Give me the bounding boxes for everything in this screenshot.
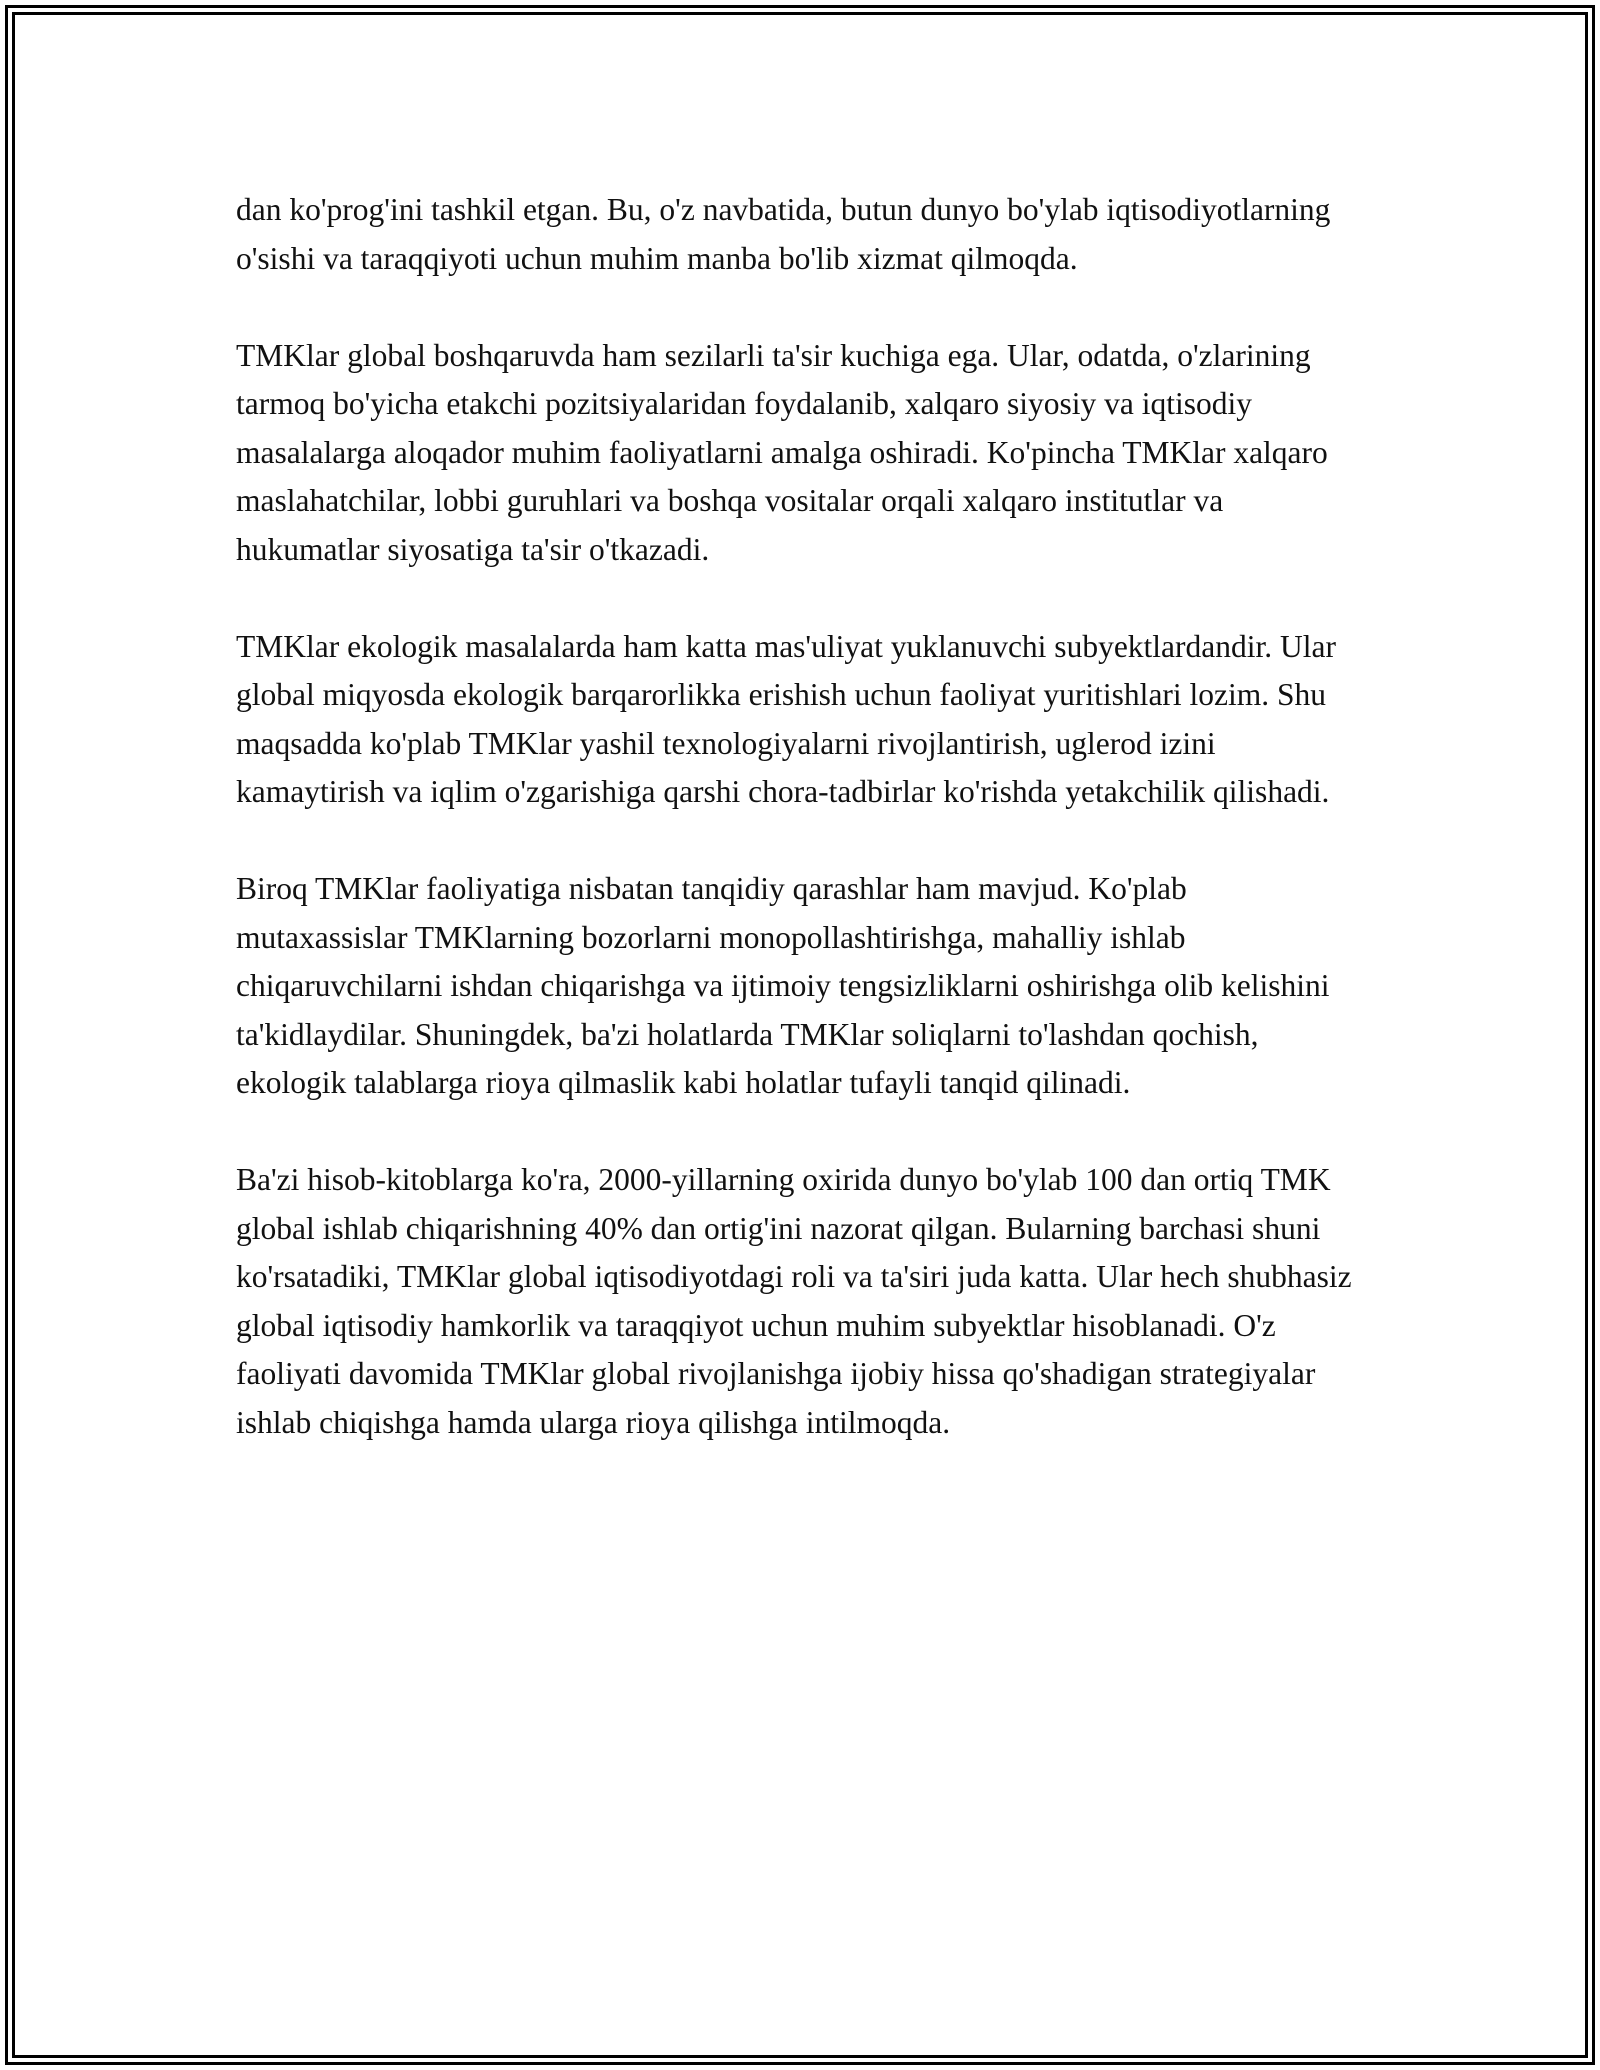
paragraph: Ba'zi hisob-kitoblarga ko'ra, 2000-yillarning oxirida dunyo bo'ylab 100 dan ortiq TMK global ishlab chiqarishning 40% dan ortig'ini nazorat qilgan. Bularning barchasi shuni ko'rsatadiki, TMKlar global iqtisodiyotdagi roli va ta'siri juda katta. Ular hech shubhasiz global iqtisodiy hamkorlik va taraqqiyot uchun muhim subyektlar hisoblanadi. O'z faoliyati davomida TMKlar global rivojlanishga ijobiy hissa qo'shadigan strategiyalar ishlab chiqishga hamda ularga rioya qilishga intilmoqda. — [236, 1162, 1352, 1440]
paragraph: TMKlar global boshqaruvda ham sezilarli ta'sir kuchiga ega. Ular, odatda, o'zlarining tarmoq bo'yicha etakchi pozitsiyalaridan foydalanib, xalqaro siyosiy va iqtisodiy masalalarga aloqador muhim faoliyatlarni amalga oshiradi. Ko'pincha TMKlar xalqaro maslahatchilar, lobbi guruhlari va boshqa vositalar orqali xalqaro institutlar va hukumatlar siyosatiga ta'sir o'tkazadi. — [236, 337, 1328, 567]
document-body — [236, 186, 1366, 1496]
paragraph: TMKlar ekologik masalalarda ham katta mas'uliyat yuklanuvchi subyektlardandir. Ular global miqyosda ekologik barqarorlikka erishish uchun faoliyat yuritishlari lozim. Shu maqsadda ko'plab TMKlar yashil texnologiyalarni rivojlantirish, uglerod izini kamaytirish va iqlim o'zgarishiga qarshi chora-tadbirlar ko'rishda yetakchilik qilishadi. — [236, 628, 1336, 809]
paragraph: dan ko'prog'ini tashkil etgan. Bu, o'z navbatida, butun dunyo bo'ylab iqtisodiyotlarning o'sishi va taraqqiyoti uchun muhim manba bo'lib xizmat qilmoqda. — [236, 192, 1331, 276]
paragraph: Biroq TMKlar faoliyatiga nisbatan tanqidiy qarashlar ham mavjud. Ko'plab mutaxassislar TMKlarning bozorlarni monopollashtirishga, mahalliy ishlab chiqaruvchilarni ishdan chiqarishga va ijtimoiy tengsizliklarni oshirishga olib kelishini ta'kidlaydilar. Shuningdek, ba'zi holatlarda TMKlar soliqlarni to'lashdan qochish, ekologik talablarga rioya qilmaslik kabi holatlar tufayli tanqid qilinadi. — [236, 871, 1330, 1100]
